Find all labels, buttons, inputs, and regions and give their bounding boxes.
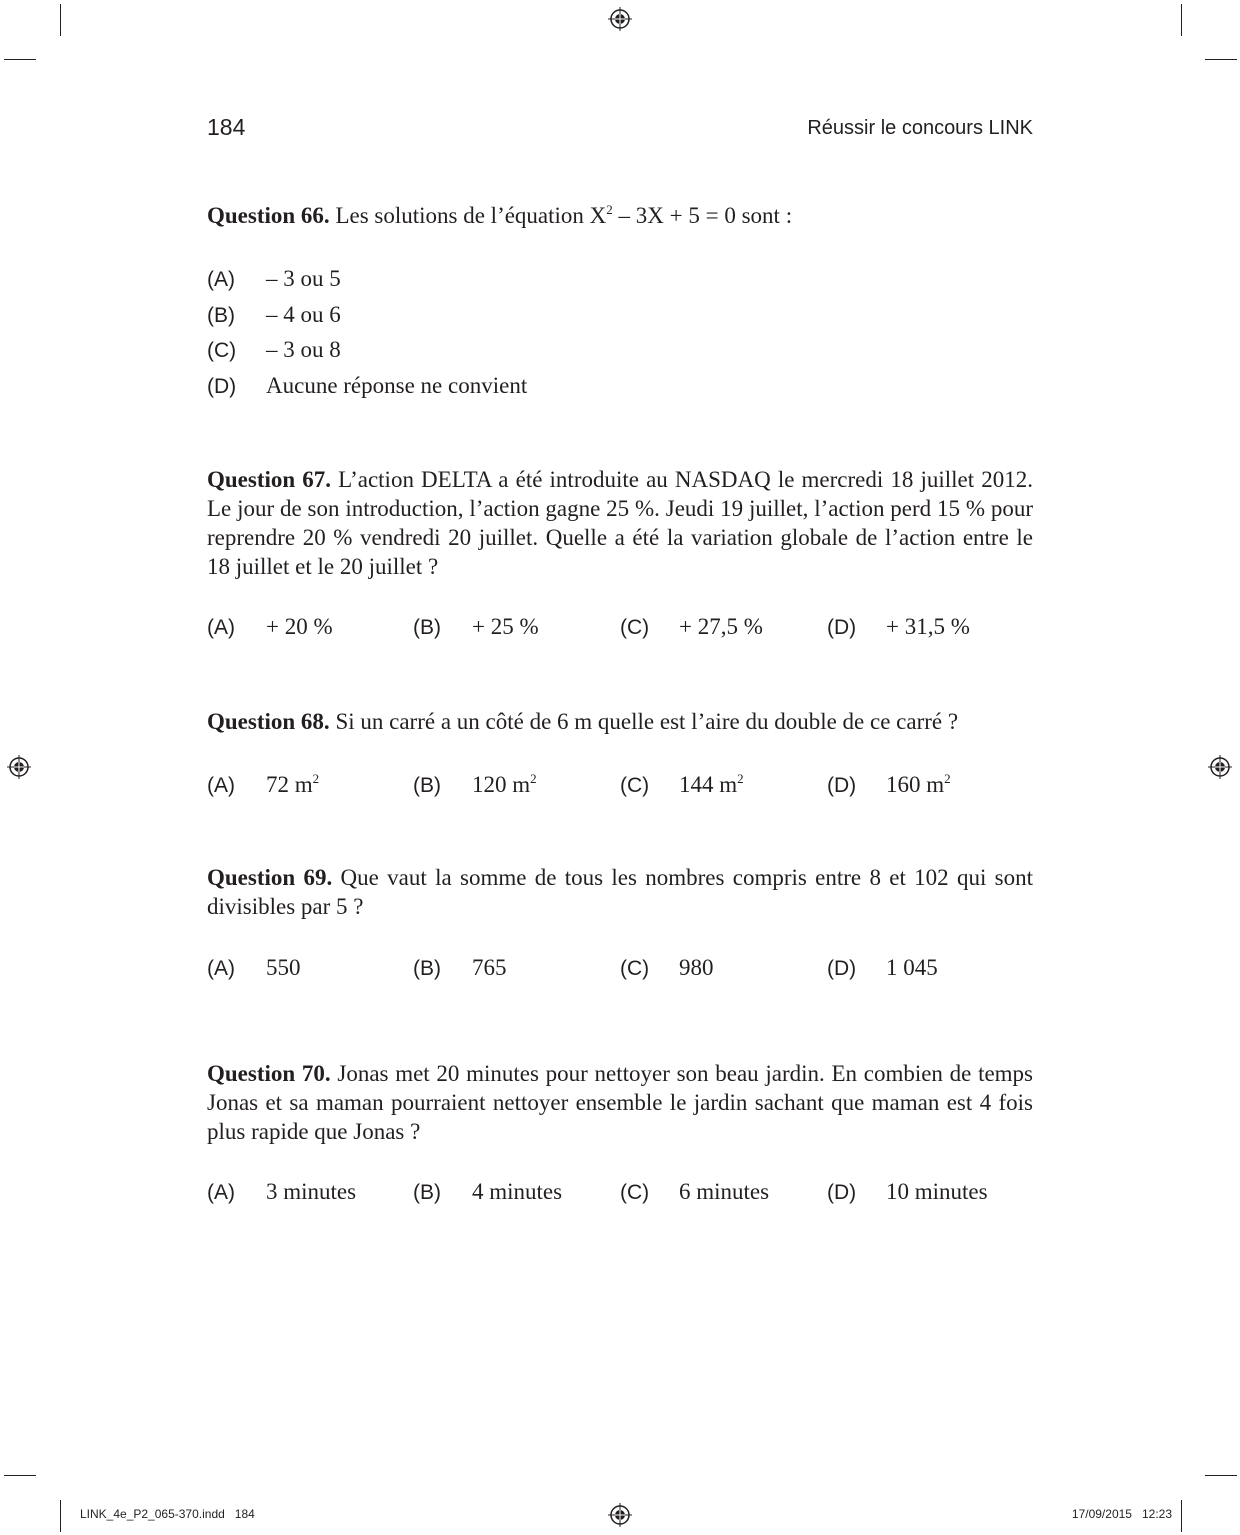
option-text: 144 $m^2$ <box>679 771 744 797</box>
option-letter: (C) <box>620 774 650 797</box>
option-text: + 25 % <box>472 614 539 639</box>
option-letter: (B) <box>207 304 235 327</box>
option-letter: (D) <box>207 375 237 398</box>
option-letter: (B) <box>413 774 441 797</box>
option-text: 120 $m^2$ <box>472 771 537 797</box>
question-67 <box>207 465 1033 581</box>
question-text: Que vaut la somme de tous les nombres compris entre 8 et 102 qui sont divisibles par 5 ? <box>207 865 1033 919</box>
question-68 <box>207 707 1033 736</box>
option-text: + 27,5 % <box>679 614 763 639</box>
option-letter: (A) <box>207 774 235 797</box>
question-text: Les solutions de l’équation X <box>329 203 607 228</box>
crop-mark-top-left-horizontal <box>4 59 36 60</box>
crop-mark-bottom-right-horizontal <box>1205 1475 1237 1476</box>
option-text: 6 minutes <box>679 1179 770 1204</box>
option-text: 3 minutes <box>266 1179 357 1204</box>
question-label: Question 68. <box>207 709 330 734</box>
question-label: Question 69. <box>207 865 333 890</box>
exponent: 2 <box>606 202 613 217</box>
question-text: – 3X + 5 = 0 sont : <box>612 203 793 228</box>
option-text: Aucune réponse ne convient <box>266 373 528 398</box>
option-letter: (C) <box>620 1181 650 1204</box>
running-header-title: Réussir le concours LINK <box>807 117 1033 139</box>
option-letter: (D) <box>827 616 857 639</box>
option-text: 10 minutes <box>886 1179 988 1204</box>
page-number: 184 <box>207 114 246 140</box>
option-letter: (A) <box>207 1181 235 1204</box>
option-letter: (D) <box>827 957 857 980</box>
crop-mark-bottom-right-vertical <box>1181 1500 1182 1532</box>
crop-mark-top-right-horizontal <box>1205 59 1237 60</box>
question-label: Question 70. <box>207 1061 331 1086</box>
option-text: 550 <box>266 955 301 980</box>
question-text: Jonas met 20 minutes pour nettoyer son beau jardin. En combien de temps Jonas et sa maman pourraient nettoyer ensemble le jardin sachant que maman est 4 fois plus rapide que Jonas ? <box>207 1061 1034 1144</box>
registration-mark-icon <box>608 7 632 31</box>
option-letter: (A) <box>207 616 235 639</box>
option-text: 765 <box>472 955 507 980</box>
option-text: 980 <box>679 955 714 980</box>
crop-mark-bottom-left-horizontal <box>4 1475 36 1476</box>
option-text: – 4 ou 6 <box>266 302 341 327</box>
footer-date-time: 17/09/2015 12:23 <box>1071 1507 1172 1521</box>
option-letter: (C) <box>620 616 650 639</box>
question-70 <box>207 1059 1033 1146</box>
option-text: 1 045 <box>886 955 938 980</box>
question-66 <box>207 201 1033 230</box>
option-letter: (D) <box>827 774 857 797</box>
crop-mark-bottom-left-vertical <box>60 1500 61 1532</box>
question-69 <box>207 863 1033 921</box>
option-letter: (A) <box>207 957 235 980</box>
option-letter: (B) <box>413 957 441 980</box>
option-letter: (B) <box>413 616 441 639</box>
question-text: Si un carré a un côté de 6 m quelle est l’aire du double de ce carré ? <box>329 709 959 734</box>
registration-mark-icon <box>608 1503 632 1527</box>
option-text: 4 minutes <box>472 1179 563 1204</box>
option-letter: (D) <box>827 1181 857 1204</box>
option-text: + 31,5 % <box>886 614 970 639</box>
option-letter: (B) <box>413 1181 441 1204</box>
question-label: Question 66. <box>207 203 330 228</box>
option-letter: (C) <box>207 339 237 362</box>
option-text: – 3 ou 5 <box>266 266 341 291</box>
registration-mark-icon <box>7 755 31 779</box>
footer-file-name: LINK_4e_P2_065-370.indd 184 <box>80 1507 255 1521</box>
registration-mark-icon <box>1208 755 1232 779</box>
option-text: 160 $m^2$ <box>886 771 951 797</box>
option-text: – 3 ou 8 <box>266 337 341 362</box>
question-text: L’action DELTA a été introduite au NASDAQ le mercredi 18 juillet 2012. Le jour de son introduction, l’action gagne 25 %. Jeudi 19 juillet, l’action perd 15 % pour reprendre 20 % vendredi 20 juillet. Quelle a été la variation globale de l’action entre le 18 juillet et le 20 juillet ? <box>207 467 1033 579</box>
option-text: + 20 % <box>266 614 333 639</box>
question-label: Question 67. <box>207 467 332 492</box>
crop-mark-top-left-vertical <box>60 4 61 36</box>
option-text: 72 $m^2$ <box>266 771 320 797</box>
option-letter: (A) <box>207 268 235 291</box>
option-letter: (C) <box>620 957 650 980</box>
crop-mark-top-right-vertical <box>1181 4 1182 36</box>
